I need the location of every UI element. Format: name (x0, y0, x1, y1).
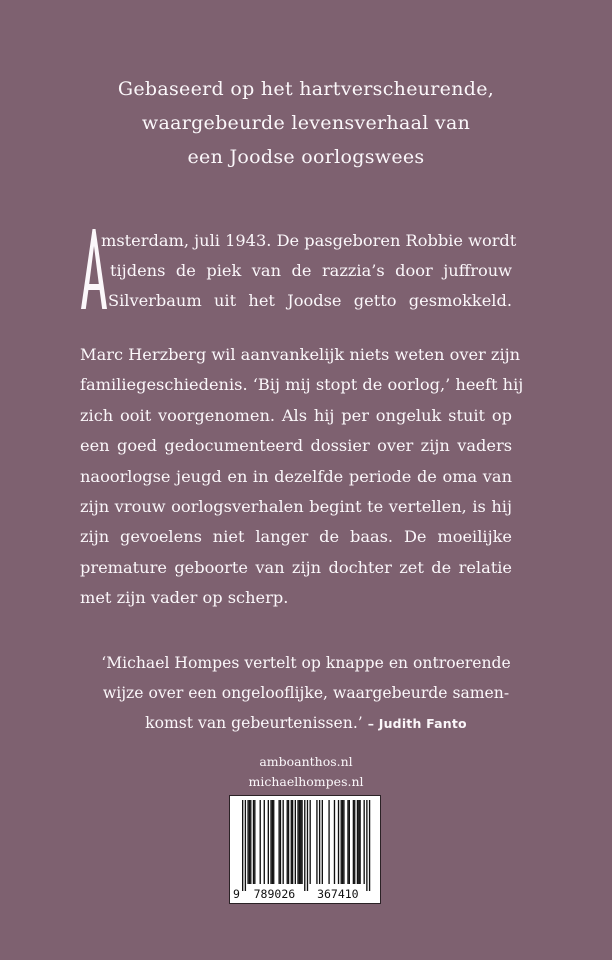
barcode-bar (316, 800, 317, 884)
barcode-bar (292, 800, 293, 884)
synopsis-line: een goed gedocumenteerd dossier over zijn vaders (80, 436, 512, 456)
barcode-bar (253, 800, 254, 884)
synopsis-line: zijn gevoelens niet langer de baas. De moeilijke (80, 527, 512, 547)
barcode-bar (268, 800, 269, 884)
barcode-bar (291, 800, 292, 884)
synopsis-line: premature geboorte van zijn dochter zet de relatie (80, 557, 512, 577)
barcode-bar (300, 800, 301, 884)
barcode-bar (299, 800, 300, 884)
synopsis-line: zijn vrouw oorlogsverhalen begint te vertellen, is hij (80, 497, 512, 517)
barcode-bar (343, 800, 344, 884)
barcode-bar (353, 800, 354, 884)
barcode-bar (250, 800, 251, 884)
tagline-line: een Joodse oorlogswees (187, 146, 425, 168)
synopsis-line: met zijn vader op scherp. (80, 588, 289, 608)
quote-line: wijze over een ongelooflijke, waargebeurde samen- (102, 684, 510, 702)
intro-line: Silverbaum uit het Joodse getto gesmokkeld. (108, 291, 512, 310)
barcode-bar (349, 800, 350, 884)
publisher-url[interactable]: amboanthos.nl (259, 754, 353, 769)
intro-paragraph (80, 226, 517, 316)
barcode-bar (287, 800, 288, 884)
barcode-bar (270, 800, 271, 884)
quote-line-with-author (60, 708, 552, 739)
tagline (58, 72, 554, 174)
quote-author: – Judith Fanto (367, 716, 467, 731)
barcode-bar (301, 800, 302, 884)
barcode-bar (369, 800, 370, 891)
barcode-bar (359, 800, 360, 884)
quote-line: ‘Michael Hompes vertelt op knappe en ontroerende (101, 654, 511, 672)
website-links (206, 752, 406, 792)
author-url[interactable]: michaelhompes.nl (248, 774, 364, 789)
barcode-bar (297, 800, 298, 884)
barcode-bar (307, 800, 308, 891)
barcode-bar (280, 800, 281, 884)
barcode-bar (341, 800, 342, 884)
barcode-bar (364, 800, 365, 884)
barcode-bar (245, 800, 246, 891)
barcode-digits-left: 789026 (253, 887, 296, 901)
barcode-digits-right: 367410 (317, 887, 359, 901)
intro-line: tijdens de piek van de razzia’s door juffrouw (110, 261, 512, 280)
barcode-bar (310, 800, 311, 884)
barcode-bar (366, 800, 367, 891)
barcode-bar (319, 800, 320, 884)
barcode-bar (264, 800, 265, 884)
isbn-barcode (229, 795, 381, 904)
barcode-graphic (230, 796, 380, 903)
synopsis-line: familiegeschiedenis. ‘Bij mij stopt de oorlog,’ heeft hij (80, 375, 524, 395)
barcode-bar (334, 800, 335, 884)
barcode-bar (338, 800, 339, 884)
intro-line: msterdam, juli 1943. De pasgeboren Robbie wordt (101, 231, 517, 250)
synopsis-paragraph (80, 340, 524, 614)
barcode-bar (342, 800, 343, 884)
barcode-bar (247, 800, 248, 884)
barcode-bar (249, 800, 250, 884)
barcode-bar (304, 800, 305, 891)
barcode-bar (254, 800, 255, 884)
synopsis-line: Marc Herzberg wil aanvankelijk niets weten over zijn (80, 345, 521, 364)
quote-line: komst van gebeurtenissen.’ (145, 714, 363, 732)
barcode-bar (272, 800, 273, 884)
barcode-bar (357, 800, 358, 884)
tagline-line: Gebaseerd op het hartverscheurende, (117, 78, 495, 100)
barcode-bar (358, 800, 359, 884)
barcode-bar (295, 800, 296, 884)
barcode-bar (260, 800, 261, 884)
barcode-bar (242, 800, 243, 891)
synopsis-line: naoorlogse jeugd en in dezelfde periode de oma van (80, 466, 512, 486)
barcode-bar (273, 800, 274, 884)
review-quote (60, 648, 552, 739)
barcode-bar (283, 800, 284, 884)
synopsis-line: zich ooit voorgenomen. Als hij per ongeluk stuit op (80, 405, 512, 425)
barcode-bar (322, 800, 323, 884)
barcode-bar (354, 800, 355, 884)
tagline-line: waargebeurde levensverhaal van (141, 112, 471, 134)
barcode-bar (328, 800, 329, 884)
barcode-bar (347, 800, 348, 884)
barcode-digit-first: 9 (233, 887, 240, 901)
barcode-bar (278, 800, 279, 884)
barcode-bar (288, 800, 289, 884)
